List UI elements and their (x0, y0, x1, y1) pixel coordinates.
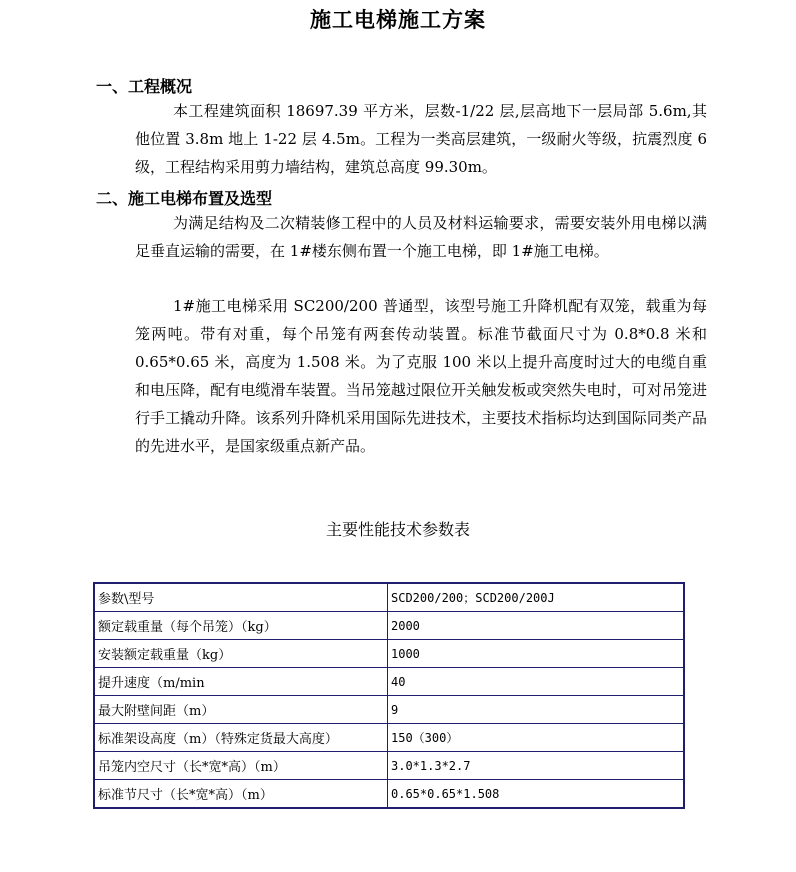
table-cell-parameter: 参数\型号 (94, 583, 388, 612)
paragraph-layout: 为满足结构及二次精装修工程中的人员及材料运输要求，需要安装外用电梯以满足垂直运输的需要，在 1#楼东侧布置一个施工电梯，即 1#施工电梯。 (135, 214, 707, 260)
table-row (94, 724, 684, 752)
table-cell-parameter: 最大附壁间距（m） (94, 696, 388, 724)
paragraph-overview: 本工程建筑面积 18697.39 平方米，层数-1/22 层,层高地下一层局部 5.6m,其他位置 3.8m 地上 1-22 层 4.5m。工程为一类高层建筑，一级耐火等级，抗震烈度 6 级，工程结构采用剪力墙结构，建筑总高度 99.30m。 (135, 102, 707, 176)
table-row (94, 752, 684, 780)
table-caption: 主要性能技术参数表 (325, 520, 470, 539)
table-row (94, 612, 684, 640)
paragraph-model: 1#施工电梯采用 SC200/200 普通型，该型号施工升降机配有双笼，载重为每笼两吨。带有对重，每个吊笼有两套传动装置。标准节截面尺寸为 0.8*0.8 米和 0.65*0.65 米，高度为 1.508 米。为了克服 100 米以上提升高度时过大的电缆自重和电压降，配有电缆滑车装置。当吊笼越过限位开关触发板或突然失电时，可对吊笼进行手工撬动升降。该系列升降机采用国际先进技术，主要技术指标均达到国际同类产品的先进水平，是国家级重点新产品。 (135, 297, 707, 455)
table-row (94, 780, 684, 809)
table-row (94, 583, 684, 612)
section-heading-overview: 一、工程概况 (96, 77, 193, 96)
table-cell-parameter: 标准节尺寸（长*宽*高）（m） (94, 780, 388, 809)
table-cell-value: 150（300） (388, 724, 685, 752)
table-row (94, 668, 684, 696)
table-cell-parameter: 标准架设高度（m）（特殊定货最大高度） (94, 724, 388, 752)
parameter-table (93, 582, 685, 809)
table-row (94, 640, 684, 668)
table-cell-value: 1000 (388, 640, 685, 668)
table-cell-parameter: 吊笼内空尺寸（长*宽*高）（m） (94, 752, 388, 780)
table-cell-parameter: 安装额定载重量（kg） (94, 640, 388, 668)
table-row (94, 696, 684, 724)
table-cell-value: 9 (388, 696, 685, 724)
table-cell-value: 40 (388, 668, 685, 696)
section-heading-elevator-layout: 二、施工电梯布置及选型 (96, 189, 273, 208)
table-cell-value: 2000 (388, 612, 685, 640)
table-cell-value: SCD200/200；SCD200/200J (388, 583, 685, 612)
table-cell-value: 0.65*0.65*1.508 (388, 780, 685, 809)
table-cell-parameter: 提升速度（m/min (94, 668, 388, 696)
table-cell-value: 3.0*1.3*2.7 (388, 752, 685, 780)
table-cell-parameter: 额定载重量（每个吊笼）（kg） (94, 612, 388, 640)
document-title: 施工电梯施工方案 (310, 8, 486, 32)
